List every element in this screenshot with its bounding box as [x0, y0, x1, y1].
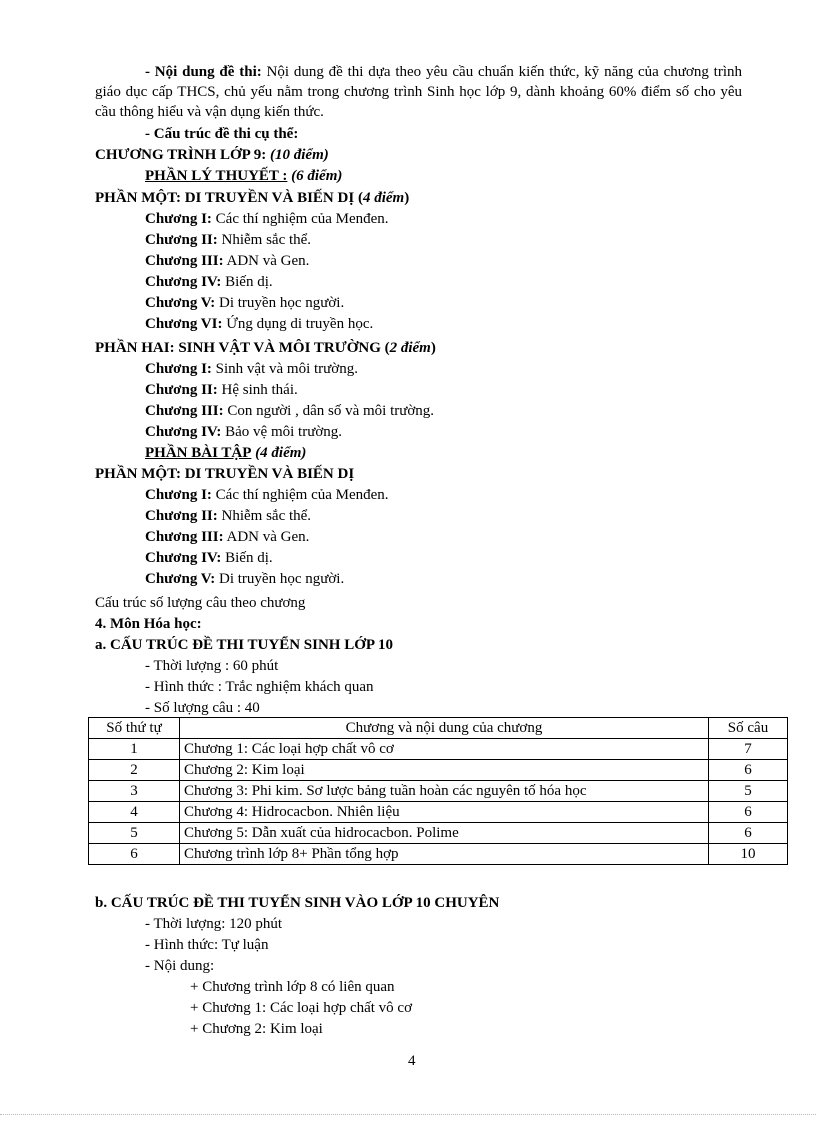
chapter-label: Chương V: [145, 571, 216, 587]
header-count: Số câu [709, 718, 788, 739]
table-row [89, 823, 788, 844]
header-chapter: Chương và nội dung của chương [180, 718, 709, 739]
exercise-title: PHẦN BÀI TẬP (4 điểm) [145, 445, 307, 461]
chapter-text: ADN và Gen. [223, 529, 310, 545]
chapter-item [145, 359, 358, 379]
part3-title: PHẦN MỘT: DI TRUYỀN VÀ BIẾN DỊ [95, 466, 355, 482]
chapter-label: Chương II: [145, 232, 218, 248]
cell-order: 5 [89, 823, 180, 844]
chapter-label: Chương III: [145, 403, 224, 419]
chapter-text: Bảo vệ môi trường. [221, 424, 343, 440]
chapter-text: Các thí nghiệm của Menđen. [211, 211, 389, 227]
chapter-item [145, 230, 311, 250]
sub-list-item: + Chương 2: Kim loại [190, 1021, 323, 1037]
chapter-label: Chương III: [145, 253, 224, 269]
cell-count: 7 [709, 739, 788, 760]
cell-order: 6 [89, 844, 180, 865]
chapter-item [145, 548, 273, 568]
chapter-text: Di truyền học người. [215, 571, 345, 587]
cell-chapter: Chương 3: Phi kim. Sơ lược bảng tuần hoàn các nguyên tố hóa học [180, 781, 709, 802]
list-item: - Hình thức : Trắc nghiệm khách quan [145, 679, 374, 695]
cell-count: 10 [709, 844, 788, 865]
chapter-text: Nhiễm sắc thể. [217, 508, 312, 524]
program-title: CHƯƠNG TRÌNH LỚP 9: (10 điểm) [95, 147, 329, 163]
chapter-text: Di truyền học người. [215, 295, 345, 311]
list-item: - Số lượng câu : 40 [145, 700, 260, 716]
cell-chapter: Chương 1: Các loại hợp chất vô cơ [180, 739, 709, 760]
chapter-item [145, 209, 389, 229]
chem-a-title: a. CẤU TRÚC ĐỀ THI TUYỂN SINH LỚP 10 [95, 637, 393, 653]
chapter-text: Các thí nghiệm của Menđen. [211, 487, 389, 503]
chapter-item [145, 422, 342, 442]
list-item: - Hình thức: Tự luận [145, 937, 269, 953]
chapter-item [145, 527, 309, 547]
chapter-label: Chương II: [145, 382, 218, 398]
chapter-text: Nhiễm sắc thể. [217, 232, 312, 248]
chapter-text: ADN và Gen. [223, 253, 310, 269]
table-header-row [89, 718, 788, 739]
chapter-label: Chương IV: [145, 274, 222, 290]
cell-count: 6 [709, 802, 788, 823]
page-number: 4 [408, 1053, 416, 1069]
count-note: Cấu trúc số lượng câu theo chương [95, 595, 306, 611]
chapter-item [145, 569, 344, 589]
cell-count: 5 [709, 781, 788, 802]
table-row [89, 781, 788, 802]
part2-title: PHẦN HAI: SINH VẬT VÀ MÔI TRƯỜNG (2 điểm) [95, 340, 436, 356]
chem-b-title: b. CẤU TRÚC ĐỀ THI TUYỂN SINH VÀO LỚP 10 CHUYÊN [95, 895, 500, 911]
chapter-item [145, 506, 311, 526]
table-row [89, 844, 788, 865]
cell-chapter: Chương 4: Hidrocacbon. Nhiên liệu [180, 802, 709, 823]
chapter-label: Chương I: [145, 211, 212, 227]
page-bottom-divider [0, 1114, 816, 1115]
chapter-item [145, 314, 373, 334]
chapter-text: Ứng dụng di truyền học. [222, 316, 374, 332]
chapter-text: Con người , dân số và môi trường. [223, 403, 435, 419]
chapter-label: Chương II: [145, 508, 218, 524]
header-order: Số thứ tự [89, 718, 180, 739]
chapter-item [145, 251, 309, 271]
cell-count: 6 [709, 760, 788, 781]
chapter-label: Chương I: [145, 487, 212, 503]
chapter-label: Chương I: [145, 361, 212, 377]
cell-order: 1 [89, 739, 180, 760]
chem-heading: 4. Môn Hóa học: [95, 616, 202, 632]
table-row [89, 739, 788, 760]
cell-count: 6 [709, 823, 788, 844]
table-row [89, 802, 788, 823]
list-item: - Thời lượng : 60 phút [145, 658, 279, 674]
cell-chapter: Chương 5: Dẫn xuất của hidrocacbon. Polime [180, 823, 709, 844]
content-label: - Nội dung đề thi: [145, 64, 262, 80]
chapter-item [145, 401, 434, 421]
table-body [89, 739, 788, 865]
theory-title: PHẦN LÝ THUYẾT : (6 điểm) [145, 168, 343, 184]
table-row [89, 760, 788, 781]
sub-list-item: + Chương trình lớp 8 có liên quan [190, 979, 395, 995]
chapter-text: Hệ sinh thái. [217, 382, 298, 398]
chapter-label: Chương III: [145, 529, 224, 545]
chapter-text: Sinh vật và môi trường. [211, 361, 358, 377]
cell-order: 2 [89, 760, 180, 781]
chapter-text: Biến dị. [221, 550, 273, 566]
structure-label: - Cấu trúc đề thi cụ thể: [145, 126, 299, 142]
chapter-text: Biến dị. [221, 274, 273, 290]
list-item: - Nội dung: [145, 958, 215, 974]
list-item: - Thời lượng: 120 phút [145, 916, 283, 932]
part1-title: PHẦN MỘT: DI TRUYỀN VÀ BIẾN DỊ (4 điểm) [95, 190, 410, 206]
cell-chapter: Chương trình lớp 8+ Phần tổng hợp [180, 844, 709, 865]
sub-list-item: + Chương 1: Các loại hợp chất vô cơ [190, 1000, 413, 1016]
chapter-item [145, 485, 389, 505]
intro-paragraph [95, 62, 742, 122]
cell-order: 3 [89, 781, 180, 802]
chapter-label: Chương VI: [145, 316, 223, 332]
cell-order: 4 [89, 802, 180, 823]
chapter-item [145, 380, 298, 400]
chapter-item [145, 293, 344, 313]
question-table [88, 717, 788, 865]
cell-chapter: Chương 2: Kim loại [180, 760, 709, 781]
chapter-label: Chương V: [145, 295, 216, 311]
chapter-item [145, 272, 273, 292]
chapter-label: Chương IV: [145, 550, 222, 566]
content-text: Nội dung đề thi dựa theo yêu cầu chuẩn kiến thức, kỹ năng của chương trình giáo dục cấp THCS, chủ yếu nằm trong chương trình Sinh học lớp 9, dành khoảng 60% điểm số cho yêu cầu thông hiểu và vận dụng kiến thức. [95, 64, 742, 120]
chapter-label: Chương IV: [145, 424, 222, 440]
